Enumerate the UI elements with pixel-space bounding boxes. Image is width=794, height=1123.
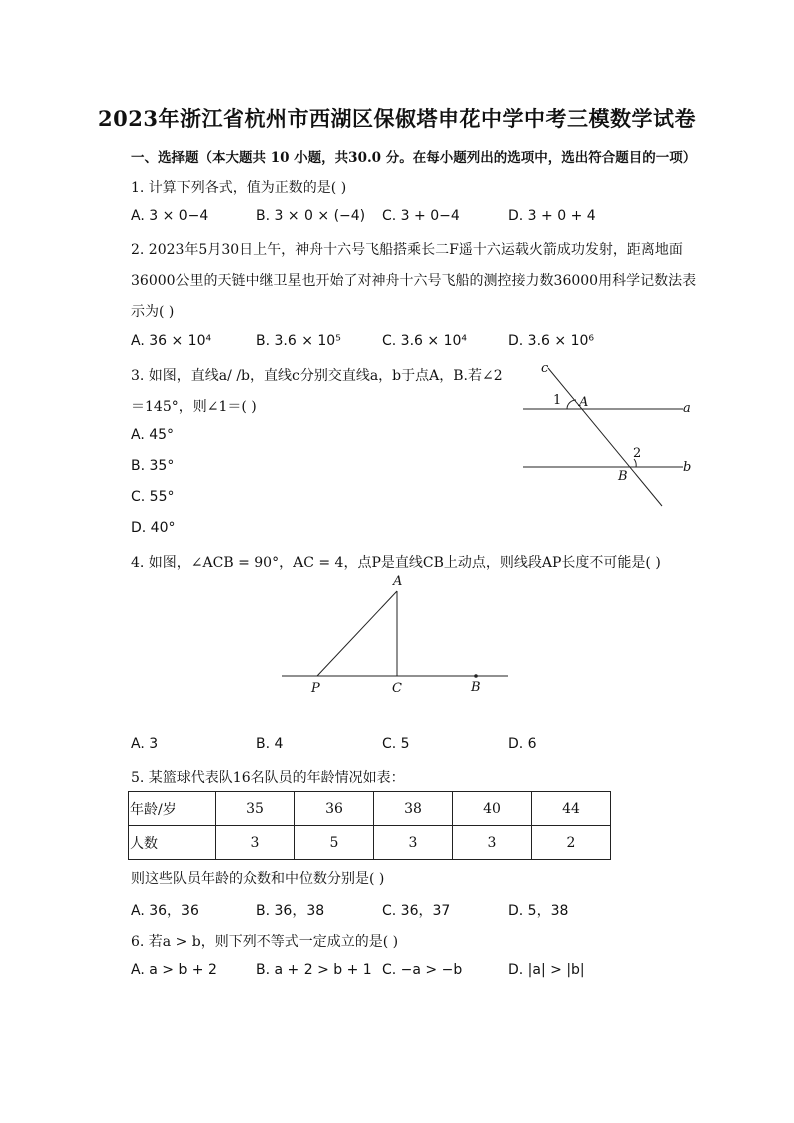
label-c: c	[541, 361, 549, 376]
question-2-line-1: 2. 2023年5月30日上午，神舟十六号飞船搭乘长二F遥十六运载火箭成功发射，距离地面	[131, 242, 683, 258]
q2-option-a: A. 36 × 10⁴	[131, 333, 212, 349]
question-3-line-1: 3. 如图，直线a/ /b，直线c分别交直线a，b于点A，B.若∠2	[131, 368, 503, 384]
table-cell: 36	[295, 792, 374, 826]
question-1-stem: 1. 计算下列各式，值为正数的是( )	[131, 180, 347, 196]
angle-1-arc	[567, 400, 576, 409]
question-2-line-2: 36000公里的天链中继卫星也开始了对神舟十六号飞船的测控接力数36000用科学记数法表	[131, 273, 697, 289]
question-2-line-3: 示为( )	[131, 304, 175, 320]
label-a: a	[683, 401, 691, 416]
table-cell: 35	[216, 792, 295, 826]
table-cell: 5	[295, 826, 374, 860]
label-B: B	[618, 469, 628, 484]
question-5-stem: 5. 某篮球代表队16名队员的年龄情况如表：	[131, 770, 405, 786]
table-cell: 3	[216, 826, 295, 860]
question-5-follow-up: 则这些队员年龄的众数和中位数分别是( )	[131, 871, 385, 887]
q2-option-c: C. 3.6 × 10⁴	[382, 333, 467, 349]
table-cell: 38	[374, 792, 453, 826]
table-cell: 2	[532, 826, 611, 860]
q3-option-c: C. 55°	[131, 489, 175, 505]
q1-option-a: A. 3 × 0−4	[131, 208, 209, 224]
table-cell: 3	[453, 826, 532, 860]
q4-option-d: D. 6	[508, 736, 537, 752]
question-4-stem: 4. 如图，∠ACB = 90°，AC = 4，点P是直线CB上动点，则线段AP长度不可能是( )	[131, 555, 661, 571]
q3-option-b: B. 35°	[131, 458, 175, 474]
label-b: b	[683, 460, 692, 475]
q4-option-a: A. 3	[131, 736, 159, 752]
label-C: C	[392, 681, 402, 696]
question-3-line-2: ＝145°，则∠1＝( )	[131, 399, 257, 415]
q1-option-d: D. 3 + 0 + 4	[508, 208, 596, 224]
age-table	[128, 791, 611, 860]
label-A: A	[579, 395, 589, 410]
q4-option-b: B. 4	[256, 736, 284, 752]
q3-option-d: D. 40°	[131, 520, 176, 536]
q5-option-d: D. 5，38	[508, 903, 569, 919]
q1-option-b: B. 3 × 0 × (−4)	[256, 208, 366, 224]
table-row	[129, 792, 611, 826]
line-c	[548, 368, 662, 506]
page-title: 2023年浙江省杭州市西湖区保俶塔申花中学中考三模数学试卷	[98, 106, 696, 131]
table-cell: 3	[374, 826, 453, 860]
q6-option-d: D. |a| > |b|	[508, 962, 585, 978]
label-B: B	[471, 680, 481, 695]
q1-option-c: C. 3 + 0−4	[382, 208, 460, 224]
label-A: A	[393, 574, 403, 589]
q2-option-d: D. 3.6 × 10⁶	[508, 333, 595, 349]
q3-option-a: A. 45°	[131, 427, 175, 443]
section-heading: 一、选择题（本大题共 10 小题，共30.0 分。在每小题列出的选项中，选出符合题目的一项）	[131, 150, 697, 166]
label-2: 2	[633, 446, 642, 461]
q5-option-b: B. 36，38	[256, 903, 325, 919]
segment-ap	[317, 591, 397, 676]
point-b-dot	[474, 674, 478, 678]
question-6-stem: 6. 若a > b，则下列不等式一定成立的是( )	[131, 934, 399, 950]
table-cell: 人数	[129, 826, 216, 860]
table-cell: 年龄/岁	[129, 792, 216, 826]
q5-option-c: C. 36，37	[382, 903, 451, 919]
label-P: P	[311, 681, 320, 696]
label-1: 1	[553, 393, 562, 408]
table-row	[129, 826, 611, 860]
q6-option-b: B. a + 2 > b + 1	[256, 962, 372, 978]
q3-figure	[515, 358, 705, 513]
q2-option-b: B. 3.6 × 10⁵	[256, 333, 341, 349]
q4-option-c: C. 5	[382, 736, 410, 752]
q4-figure	[280, 570, 515, 698]
q6-option-a: A. a > b + 2	[131, 962, 217, 978]
q6-option-c: C. −a > −b	[382, 962, 463, 978]
table-cell: 44	[532, 792, 611, 826]
table-cell: 40	[453, 792, 532, 826]
q5-option-a: A. 36，36	[131, 903, 199, 919]
